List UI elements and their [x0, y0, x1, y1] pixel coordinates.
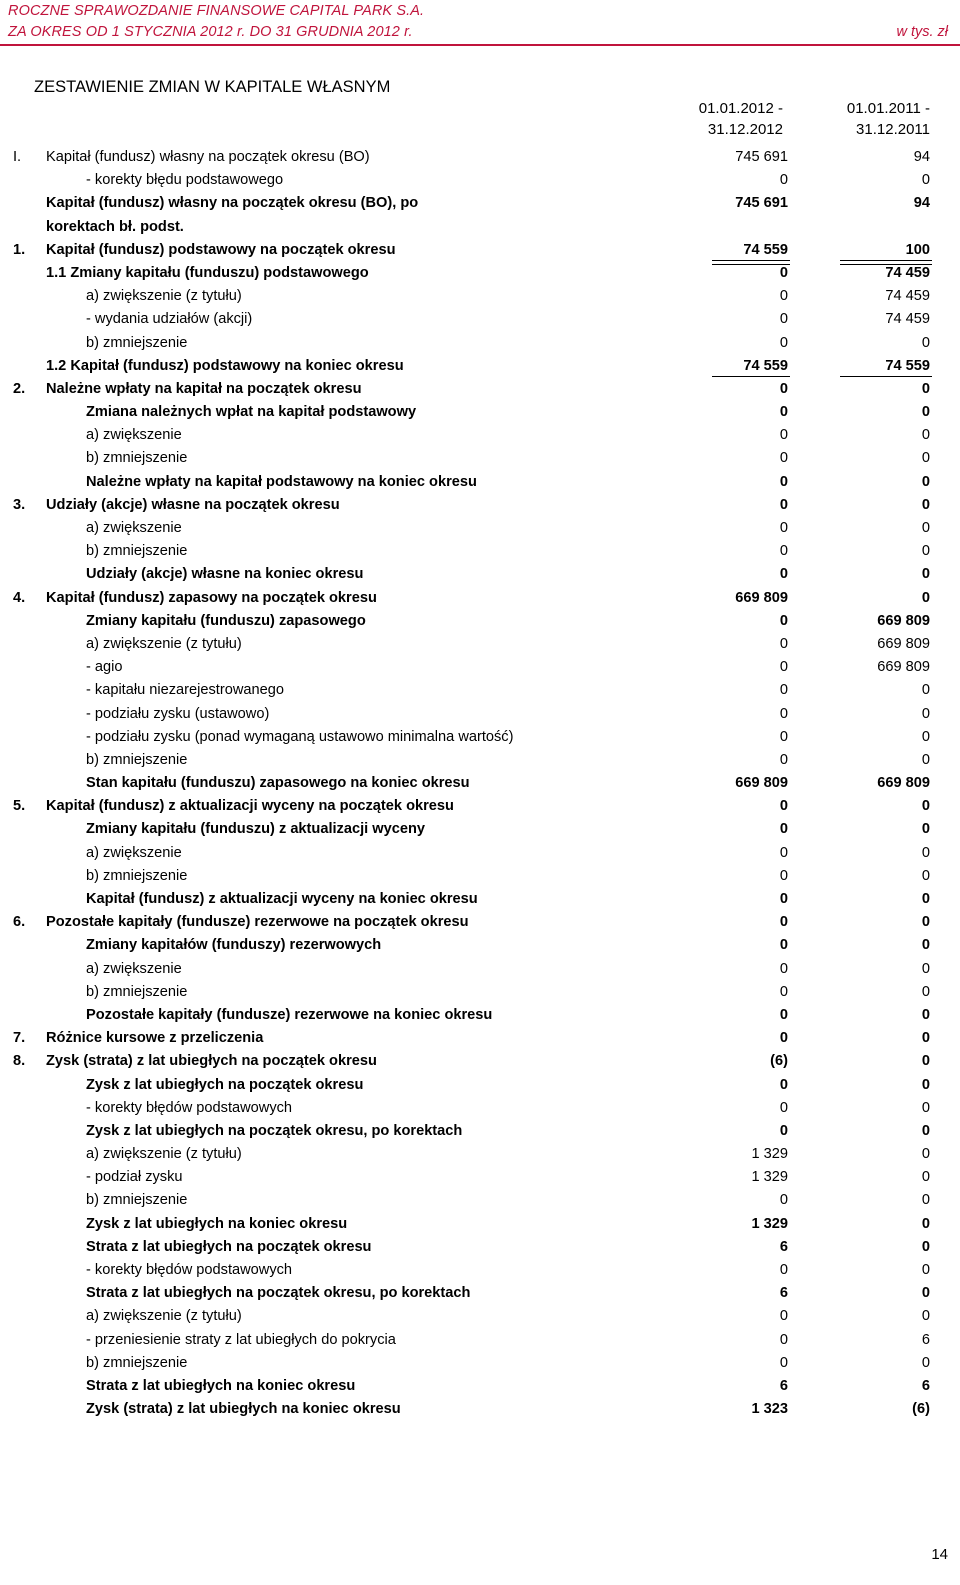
value-2011: 0: [921, 1238, 930, 1255]
row-label: Zysk (strata) z lat ubiegłych na koniec okresu: [86, 1401, 401, 1418]
single-underline: [840, 376, 932, 377]
table-row: [0, 981, 960, 1004]
value-2012: 669 809: [735, 775, 788, 792]
table-row: [0, 958, 960, 981]
row-number: 7.: [13, 1030, 26, 1047]
value-2011: 0: [921, 1053, 930, 1070]
value-2011: 0: [921, 334, 930, 351]
row-number: 1.: [13, 241, 26, 258]
row-label: Kapitał (fundusz) własny na początek okresu (BO): [46, 149, 370, 165]
row-label: - przeniesienie straty z lat ubiegłych do pokrycia: [86, 1331, 396, 1348]
value-2012: 0: [779, 1331, 788, 1348]
value-2012: 0: [779, 288, 788, 305]
table-row: [0, 587, 960, 610]
table-row: [0, 1004, 960, 1027]
row-label: - podziału zysku (ponad wymaganą ustawowo minimalna wartość): [86, 728, 514, 745]
row-number: 2.: [13, 380, 26, 397]
row-label: Różnice kursowe z przeliczenia: [46, 1030, 264, 1047]
value-2011: 0: [921, 844, 930, 861]
value-2012: 0: [779, 1192, 788, 1209]
value-2011: 0: [921, 589, 930, 606]
value-2012: 0: [779, 520, 788, 537]
column-header-2011-line1: 01.01.2011 -: [846, 100, 930, 117]
table-row: [0, 865, 960, 888]
row-label: b) zmniejszenie: [86, 867, 188, 884]
row-label: b) zmniejszenie: [86, 543, 188, 560]
table-row: [0, 169, 960, 192]
table-row: [0, 1305, 960, 1328]
column-header-2011-line2: 31.12.2011: [856, 121, 930, 138]
value-2011: 0: [921, 172, 930, 189]
row-number: 8.: [13, 1053, 26, 1070]
value-2012: 0: [779, 635, 788, 652]
row-label: Zysk (strata) z lat ubiegłych na początek okresu: [46, 1053, 377, 1070]
row-label: a) zwiększenie: [86, 960, 182, 977]
value-2012: 0: [779, 1354, 788, 1371]
value-2012: 669 809: [735, 589, 788, 606]
value-2012: 0: [779, 844, 788, 861]
table-row: [0, 1120, 960, 1143]
row-label: a) zwiększenie: [86, 844, 182, 861]
row-label: Pozostałe kapitały (fundusze) rezerwowe na początek okresu: [46, 914, 469, 931]
table-row: [0, 262, 960, 285]
table-row: [0, 1375, 960, 1398]
row-label: - korekty błędów podstawowych: [86, 1099, 293, 1116]
equity-changes-table: [0, 146, 960, 1421]
row-label: Kapitał (fundusz) podstawowy na początek okresu: [46, 241, 396, 258]
table-row: [0, 679, 960, 702]
table-row: [0, 1282, 960, 1305]
value-2012: 745 691: [735, 149, 788, 165]
value-2011: 669 809: [877, 612, 930, 629]
value-2012: 0: [779, 821, 788, 838]
table-row: [0, 540, 960, 563]
table-row: [0, 1166, 960, 1189]
single-underline: [712, 376, 790, 377]
value-2011: 0: [921, 520, 930, 537]
value-2012: 0: [779, 311, 788, 328]
value-2011: 74 559: [885, 357, 930, 374]
row-label: - podziału zysku (ustawowo): [86, 705, 270, 722]
row-label: b) zmniejszenie: [86, 1192, 188, 1209]
value-2011: 0: [921, 1146, 930, 1163]
table-row: [0, 934, 960, 957]
table-row: [0, 239, 960, 262]
table-row: [0, 285, 960, 308]
table-row: [0, 517, 960, 540]
value-2011: 0: [921, 1354, 930, 1371]
value-2012: 0: [779, 264, 788, 281]
value-2011: 0: [921, 960, 930, 977]
value-2011: 0: [921, 427, 930, 444]
row-label: b) zmniejszenie: [86, 751, 188, 768]
value-2011: 0: [921, 891, 930, 908]
table-row: [0, 1189, 960, 1212]
table-row: [0, 1074, 960, 1097]
table-row: [0, 146, 960, 169]
value-2011: 669 809: [877, 659, 930, 676]
value-2012: 0: [779, 1030, 788, 1047]
table-row: [0, 355, 960, 378]
row-label: b) zmniejszenie: [86, 334, 188, 351]
table-row: [0, 1398, 960, 1421]
value-2011: 0: [921, 751, 930, 768]
value-2012: 0: [779, 891, 788, 908]
value-2011: 0: [921, 1099, 930, 1116]
table-row: [0, 447, 960, 470]
row-label: Zmiany kapitału (funduszu) z aktualizacji wyceny: [86, 821, 425, 838]
table-row: [0, 1050, 960, 1073]
header-divider: [0, 44, 960, 46]
report-title: ROCZNE SPRAWOZDANIE FINANSOWE CAPITAL PARK S.A.: [8, 3, 425, 19]
value-2011: 0: [921, 404, 930, 421]
table-row: [0, 1027, 960, 1050]
value-2011: 0: [921, 937, 930, 954]
table-row: [0, 378, 960, 401]
value-2011: 6: [921, 1331, 930, 1348]
row-number: I.: [13, 149, 22, 165]
value-2011: 0: [921, 380, 930, 397]
column-header-2011: [790, 98, 930, 140]
value-2012: 0: [779, 172, 788, 189]
value-2012: 74 559: [743, 357, 788, 374]
value-2012: 0: [779, 1262, 788, 1279]
row-label: Udziały (akcje) własne na początek okresu: [46, 496, 340, 513]
row-label: Strata z lat ubiegłych na początek okresu: [86, 1238, 372, 1255]
row-label: Pozostałe kapitały (fundusze) rezerwowe na koniec okresu: [86, 1006, 493, 1023]
row-label: b) zmniejszenie: [86, 450, 188, 467]
row-label: a) zwiększenie (z tytułu): [86, 1308, 242, 1325]
value-2011: 0: [921, 496, 930, 513]
value-2012: 0: [779, 1308, 788, 1325]
table-row: [0, 818, 960, 841]
table-row: [0, 795, 960, 818]
table-row: [0, 1143, 960, 1166]
value-2011: 74 459: [885, 311, 930, 328]
table-row: [0, 911, 960, 934]
column-header-2012-line1: 01.01.2012 -: [698, 100, 783, 117]
row-label: a) zwiększenie (z tytułu): [86, 1146, 242, 1163]
row-label: - korekty błędów podstawowych: [86, 1262, 293, 1279]
row-label: Zmiany kapitałów (funduszy) rezerwowych: [86, 937, 382, 954]
value-2012: (6): [770, 1053, 788, 1070]
value-2012: 0: [779, 473, 788, 490]
value-2012: 1 329: [751, 1146, 788, 1163]
value-2012: 0: [779, 1006, 788, 1023]
row-label: - agio: [86, 659, 123, 676]
table-row: [0, 1236, 960, 1259]
value-2012: 0: [779, 543, 788, 560]
row-label: Zmiany kapitału (funduszu) zapasowego: [86, 612, 366, 629]
table-row: [0, 633, 960, 656]
table-row: [0, 772, 960, 795]
value-2012: 0: [779, 798, 788, 815]
value-2012: 0: [779, 914, 788, 931]
table-row: [0, 842, 960, 865]
value-2011: 0: [921, 1169, 930, 1186]
statement-title: ZESTAWIENIE ZMIAN W KAPITALE WŁASNYM: [34, 78, 391, 96]
row-label: Strata z lat ubiegłych na koniec okresu: [86, 1377, 356, 1394]
row-label: Należne wpłaty na kapitał podstawowy na koniec okresu: [86, 473, 477, 490]
row-label: a) zwiększenie: [86, 520, 182, 537]
table-row: [0, 656, 960, 679]
value-2011: 669 809: [877, 775, 930, 792]
value-2012: 0: [779, 404, 788, 421]
value-2011: 74 459: [885, 288, 930, 305]
row-label: - korekty błędu podstawowego: [86, 172, 284, 189]
table-row: [0, 471, 960, 494]
table-row: [0, 192, 960, 238]
value-2012: 0: [779, 496, 788, 513]
value-2012: 6: [779, 1285, 788, 1302]
row-label: Kapitał (fundusz) zapasowy na początek okresu: [46, 589, 377, 606]
value-2011: 0: [921, 798, 930, 815]
value-2011: 0: [921, 682, 930, 699]
value-2011: 0: [921, 1285, 930, 1302]
value-2011: 74 459: [885, 264, 930, 281]
report-period: ZA OKRES OD 1 STYCZNIA 2012 r. DO 31 GRUDNIA 2012 r.: [8, 24, 413, 40]
value-2011: 94: [913, 195, 930, 212]
value-2011: 669 809: [877, 635, 930, 652]
table-row: [0, 1329, 960, 1352]
value-2012: 0: [779, 983, 788, 1000]
value-2011: (6): [912, 1401, 930, 1418]
row-label: Kapitał (fundusz) z aktualizacji wyceny na początek okresu: [46, 798, 454, 815]
row-label: - kapitału niezarejestrowanego: [86, 682, 284, 699]
value-2011: 0: [921, 1192, 930, 1209]
value-2012: 74 559: [743, 241, 788, 258]
row-label: Udziały (akcje) własne na koniec okresu: [86, 566, 364, 583]
value-2012: 6: [779, 1377, 788, 1394]
value-2012: 1 323: [751, 1401, 788, 1418]
row-label: a) zwiększenie: [86, 427, 182, 444]
value-2012: 0: [779, 682, 788, 699]
row-number: 6.: [13, 914, 26, 931]
table-row: [0, 749, 960, 772]
value-2011: 94: [913, 149, 930, 165]
row-label: - podział zysku: [86, 1169, 183, 1186]
row-label: Zysk z lat ubiegłych na początek okresu, po korektach: [86, 1122, 463, 1139]
value-2011: 0: [921, 1076, 930, 1093]
row-number: 4.: [13, 589, 26, 606]
row-label: b) zmniejszenie: [86, 1354, 188, 1371]
value-2012: 0: [779, 334, 788, 351]
value-2011: 0: [921, 914, 930, 931]
currency-unit: w tys. zł: [896, 24, 948, 40]
value-2012: 1 329: [751, 1169, 788, 1186]
table-row: [0, 888, 960, 911]
value-2012: 0: [779, 427, 788, 444]
double-underline: [712, 260, 790, 265]
value-2011: 0: [921, 867, 930, 884]
value-2011: 0: [921, 728, 930, 745]
table-row: [0, 1259, 960, 1282]
table-row: [0, 703, 960, 726]
value-2011: 0: [921, 1308, 930, 1325]
value-2011: 6: [921, 1377, 930, 1394]
value-2012: 0: [779, 1122, 788, 1139]
value-2012: 1 329: [751, 1215, 788, 1232]
value-2012: 0: [779, 1076, 788, 1093]
value-2011: 0: [921, 1006, 930, 1023]
value-2012: 0: [779, 380, 788, 397]
table-row: [0, 1213, 960, 1236]
row-label: Kapitał (fundusz) z aktualizacji wyceny na koniec okresu: [86, 891, 478, 908]
value-2011: 0: [921, 1262, 930, 1279]
row-label: b) zmniejszenie: [86, 983, 188, 1000]
row-label: Zysk z lat ubiegłych na koniec okresu: [86, 1215, 348, 1232]
row-label: Należne wpłaty na kapitał na początek okresu: [46, 380, 362, 397]
value-2011: 0: [921, 543, 930, 560]
value-2012: 0: [779, 450, 788, 467]
table-row: [0, 726, 960, 749]
row-label: - wydania udziałów (akcji): [86, 311, 253, 328]
value-2012: 0: [779, 566, 788, 583]
table-row: [0, 424, 960, 447]
row-label: 1.1 Zmiany kapitału (funduszu) podstawowego: [46, 264, 369, 281]
value-2011: 0: [921, 705, 930, 722]
row-label: 1.2 Kapitał (fundusz) podstawowy na koniec okresu: [46, 357, 404, 374]
row-label: Zysk z lat ubiegłych na początek okresu: [86, 1076, 364, 1093]
table-row: [0, 1352, 960, 1375]
table-row: [0, 1097, 960, 1120]
value-2011: 0: [921, 473, 930, 490]
table-row: [0, 494, 960, 517]
value-2012: 0: [779, 612, 788, 629]
value-2012: 0: [779, 705, 788, 722]
value-2011: 0: [921, 1122, 930, 1139]
value-2012: 0: [779, 937, 788, 954]
value-2011: 0: [921, 1030, 930, 1047]
column-header-2012: [640, 98, 783, 140]
value-2012: 745 691: [735, 195, 788, 212]
value-2011: 0: [921, 821, 930, 838]
column-header-2012-line2: 31.12.2012: [707, 121, 783, 138]
value-2011: 100: [905, 241, 930, 258]
double-underline: [840, 260, 932, 265]
table-row: [0, 610, 960, 633]
row-label: Strata z lat ubiegłych na początek okresu, po korektach: [86, 1285, 471, 1302]
value-2011: 0: [921, 1215, 930, 1232]
table-row: [0, 332, 960, 355]
value-2011: 0: [921, 450, 930, 467]
page-number: 14: [931, 1546, 948, 1563]
row-label: Stan kapitału (funduszu) zapasowego na koniec okresu: [86, 775, 470, 792]
value-2012: 0: [779, 1099, 788, 1116]
row-label: Kapitał (fundusz) własny na początek okresu (BO), po korektach bł. podst.: [46, 195, 419, 235]
row-label: a) zwiększenie (z tytułu): [86, 635, 242, 652]
row-label: a) zwiększenie (z tytułu): [86, 288, 242, 305]
value-2011: 0: [921, 566, 930, 583]
value-2012: 0: [779, 751, 788, 768]
row-label: Zmiana należnych wpłat na kapitał podstawowy: [86, 404, 417, 421]
value-2012: 0: [779, 867, 788, 884]
value-2012: 0: [779, 659, 788, 676]
row-number: 3.: [13, 496, 26, 513]
row-number: 5.: [13, 798, 26, 815]
table-row: [0, 563, 960, 586]
table-row: [0, 401, 960, 424]
value-2011: 0: [921, 983, 930, 1000]
value-2012: 6: [779, 1238, 788, 1255]
value-2012: 0: [779, 728, 788, 745]
table-row: [0, 308, 960, 331]
value-2012: 0: [779, 960, 788, 977]
